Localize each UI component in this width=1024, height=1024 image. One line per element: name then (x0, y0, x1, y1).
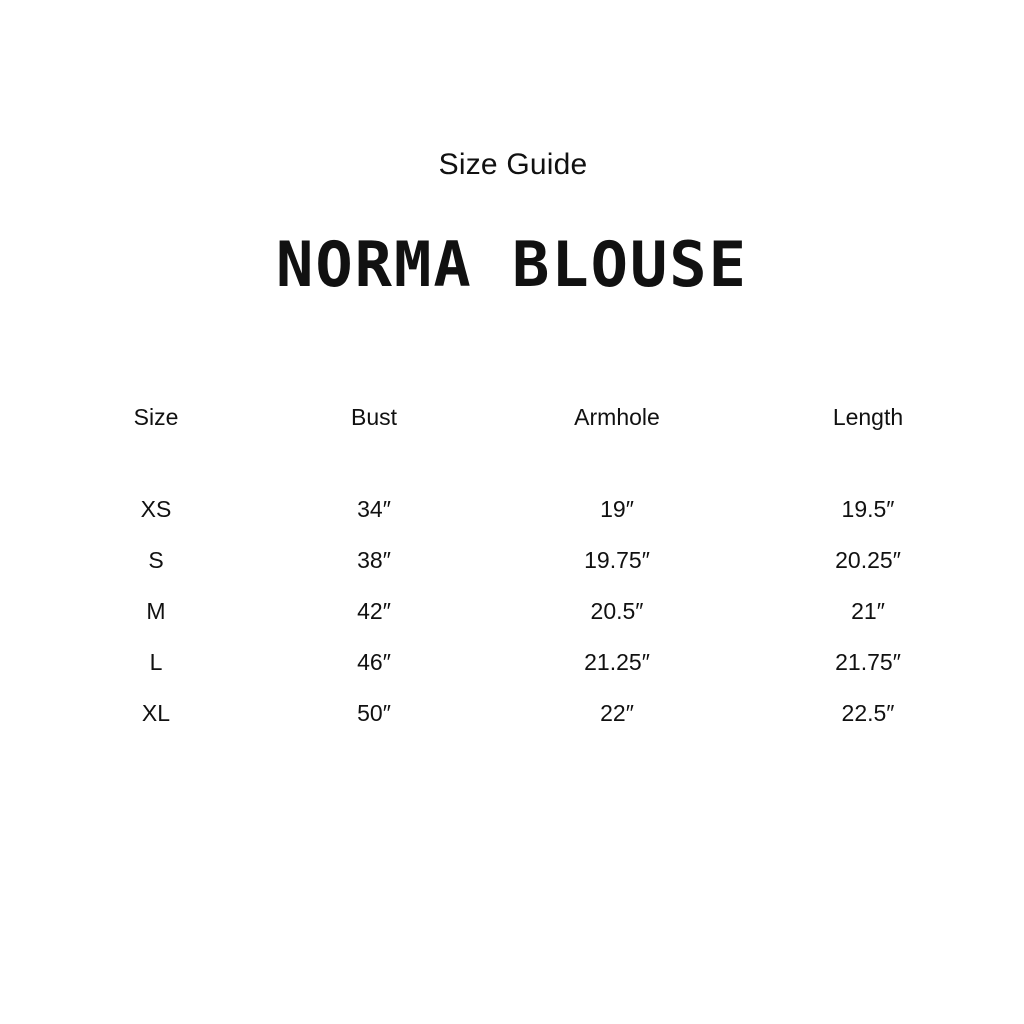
bust-cell: 50″ (357, 700, 391, 726)
product-title: NORMA BLOUSE (276, 228, 748, 301)
bust-cell: 42″ (357, 598, 391, 624)
length-cell: 20.25″ (835, 547, 901, 573)
armhole-cell: 22″ (600, 700, 634, 726)
bust-cell: 34″ (357, 496, 391, 522)
column-header-armhole: Armhole (574, 404, 660, 430)
column-header-bust: Bust (350, 404, 398, 430)
length-cell: 19.5″ (841, 496, 895, 522)
armhole-cell: 20.5″ (590, 598, 644, 624)
size-cell: S (148, 547, 164, 573)
armhole-cell: 19″ (600, 496, 634, 522)
armhole-cell: 21.25″ (584, 649, 650, 675)
size-cell: XL (141, 700, 171, 726)
length-cell: 21″ (851, 598, 885, 624)
size-cell: L (149, 649, 163, 675)
column-header-size: Size (133, 404, 179, 430)
bust-cell: 38″ (357, 547, 391, 573)
length-cell: 22.5″ (841, 700, 895, 726)
size-cell: XS (140, 496, 172, 522)
size-guide-label: Size Guide (438, 148, 588, 181)
size-cell: M (146, 598, 166, 624)
armhole-cell: 19.75″ (584, 547, 650, 573)
column-header-length: Length (832, 404, 904, 430)
length-cell: 21.75″ (835, 649, 901, 675)
bust-cell: 46″ (357, 649, 391, 675)
